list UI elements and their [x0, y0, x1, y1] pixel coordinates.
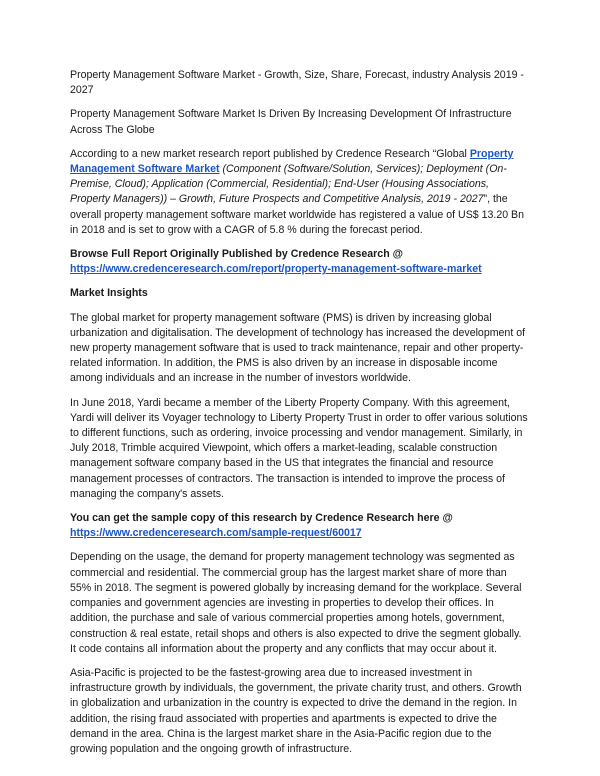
browse-report-link[interactable]: https://www.credenceresearch.com/report/property-management-software-market: [70, 263, 482, 276]
body-paragraph: Asia-Pacific is projected to be the fastest-growing area due to increased investment in infrastructure growth by individuals, the government, the private charity trust, and others. Growth in globalization and urbanization in the country is expected to drive the demand in the region. In addition, the rising fraud associated with properties and apartments is expected to drive the demand in the area. China is the largest market share in the Asia-Pacific region due to the growing population and the ongoing growth of infrastructure.: [70, 666, 522, 755]
sample-request-link[interactable]: https://www.credenceresearch.com/sample-request/60017: [70, 527, 362, 540]
intro-lead: According to a new market research report published by Credence Research “Global: [70, 147, 470, 160]
sample-label: You can get the sample copy of this research by Credence Research here @: [70, 512, 453, 525]
browse-label: Browse Full Report Originally Published by Credence Research @: [70, 248, 403, 261]
document-title: Property Management Software Market - Growth, Size, Share, Forecast, industry Analysis 2019 - 2027: [70, 69, 524, 97]
insights-heading: Market Insights: [70, 287, 148, 300]
document-subtitle: Property Management Software Market Is Driven By Increasing Development Of Infrastructure Across The Globe: [70, 108, 512, 136]
sample-block: [70, 511, 530, 541]
body-paragraph: Depending on the usage, the demand for property management technology was segmented as commercial and residential. The commercial group has the largest market share of more than 55% in 2018. The segment is powered globally by increasing demand for the workplace. Several companies and government agencies are investing in properties to develop their offices. In addition, the purchase and sale of various commercial properties among hotels, government, construction & real estate, retail shops and others is also expected to drive the segment globally. It code contains all information about the property and any conflicts that may occur about it.: [70, 551, 522, 655]
intro-segments: (Component (Software/Solution, Services); Deployment (On-Premise, Cloud); Application (Commercial, Residential); End-User (Housing Associations, Property Managers)) – Growth, Future Prospects and Competitive Analysis, 2019 - 2027: [70, 163, 507, 206]
intro-paragraph: [70, 147, 530, 238]
body-paragraph: The global market for property management software (PMS) is driven by increasing global urbanization and digitalisation. The development of technology has increased the development of new property management software that is used to track maintenance, repair and other property-related information. In addition, the PMS is also driven by an increase in disposable income among individuals and an increase in the number of investors worldwide.: [70, 311, 526, 385]
intro-tail: ”, the overall property management software market worldwide has registered a value of US$ 13.20 Bn in 2018 and is set to grow with a CAGR of 5.8 % during the forecast period.: [70, 193, 525, 236]
report-title-link[interactable]: Property Management Software Market: [70, 147, 514, 176]
browse-block: [70, 247, 530, 277]
body-paragraph: In June 2018, Yardi became a member of the Liberty Property Company. With this agreement, Yardi will deliver its Voyager technology to Liberty Property Trust in order to offer various solutions to different functions, such as ordering, invoice processing and vendor management. Similarly, in July 2018, Trimble acquired Viewpoint, which offers a market-leading, scalable construction management software company based in the US that integrates the financial and resource management processes of contractors. The transaction is intended to improve the process of managing the company's assets.: [70, 396, 528, 500]
